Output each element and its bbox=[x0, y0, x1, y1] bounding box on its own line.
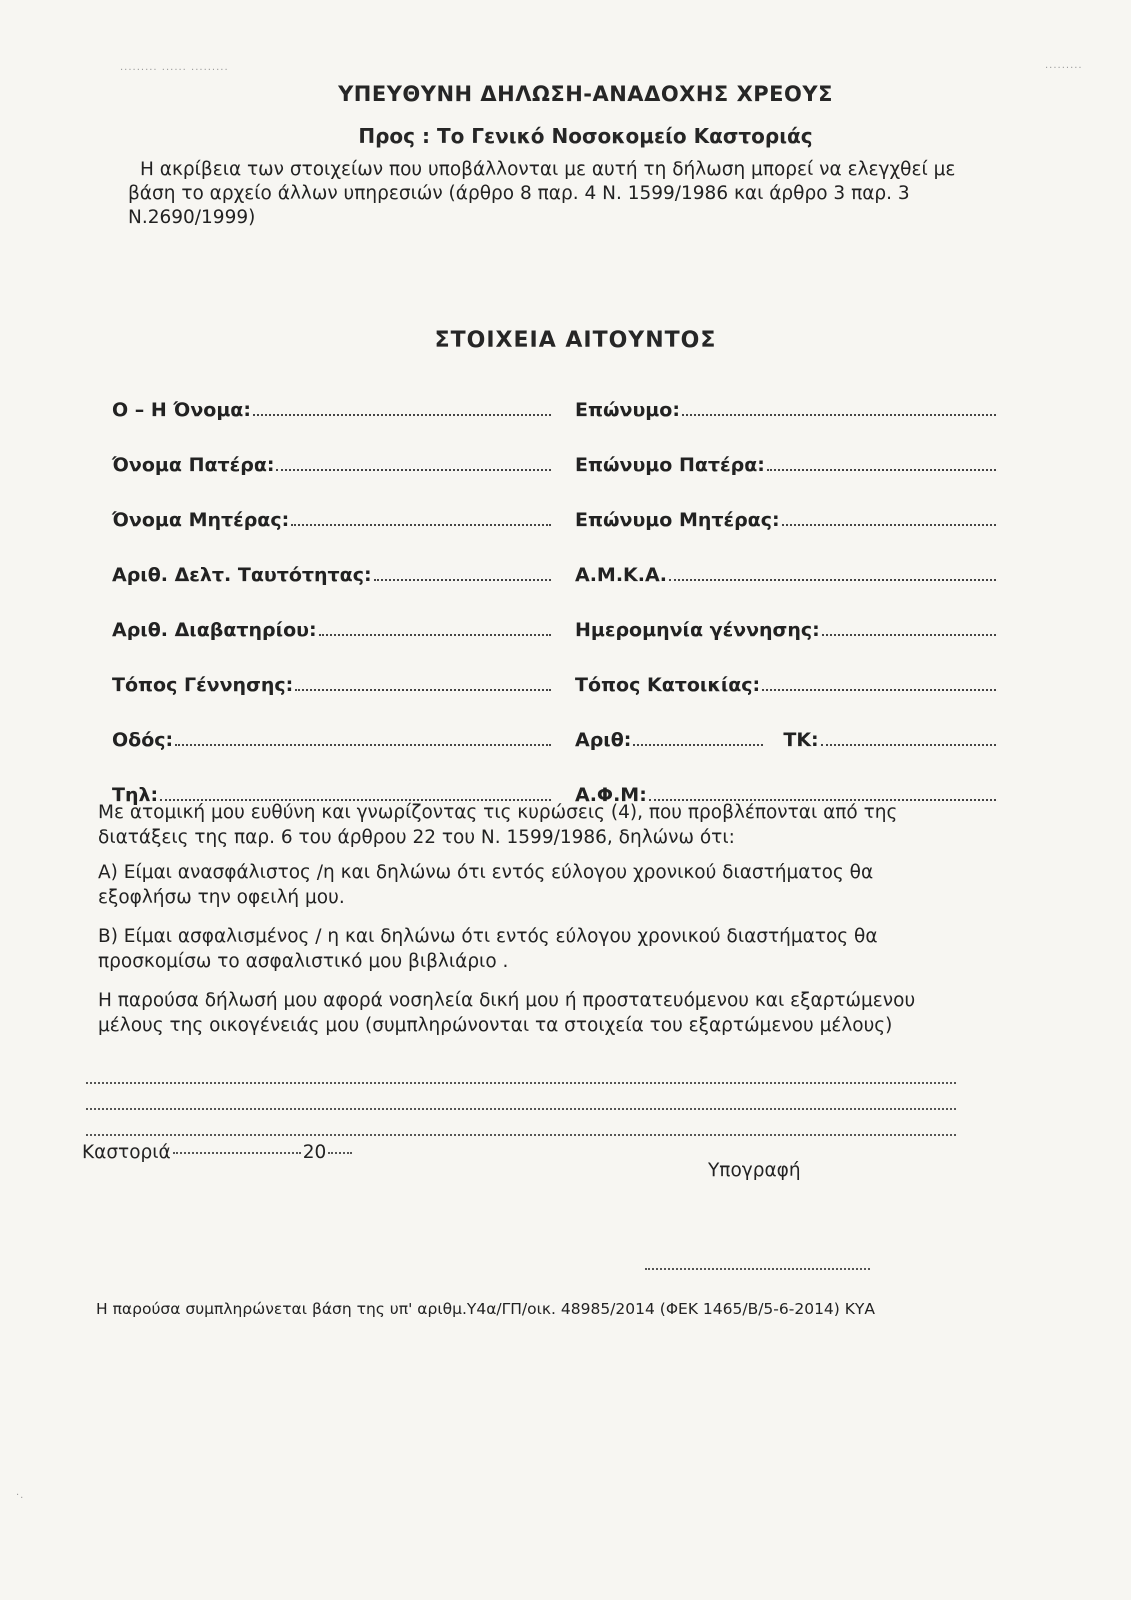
option-b-line: Β) Είμαι ασφαλισμένος / η και δηλώνω ότι εντός εύλογου χρονικού διαστήματος θα bbox=[98, 926, 878, 947]
mother-name-field[interactable] bbox=[291, 509, 551, 526]
afm-field[interactable] bbox=[649, 784, 996, 801]
year-prefix: 20 bbox=[302, 1142, 327, 1163]
mother-surname-label: Επώνυμο Μητέρας: bbox=[575, 509, 780, 531]
id-card-label: Αριθ. Δελτ. Ταυτότητας: bbox=[112, 564, 372, 586]
field-row bbox=[112, 751, 1002, 806]
intro-paragraph bbox=[128, 158, 1008, 230]
dependent-info-line[interactable] bbox=[86, 1108, 956, 1110]
option-a bbox=[98, 860, 998, 910]
id-card-field[interactable] bbox=[374, 564, 551, 581]
applicant-fields bbox=[112, 366, 1002, 806]
phone-field[interactable] bbox=[160, 784, 551, 801]
document-title: ΥΠΕΥΘΥΝΗ ΔΗΛΩΣΗ-ΑΝΑΔΟΧΗΣ ΧΡΕΟΥΣ bbox=[338, 82, 833, 106]
intro-line: βάση το αρχείο άλλων υπηρεσιών (άρθρο 8 παρ. 4 Ν. 1599/1986 και άρθρο 3 παρ. 3 bbox=[128, 183, 910, 204]
legal-footer: Η παρούσα συμπληρώνεται βάση της υπ' αριθμ.Υ4α/ΓΠ/οικ. 48985/2014 (ΦΕΚ 1465/Β/5-6-2014) ΚΥΑ bbox=[96, 1300, 875, 1318]
birth-date-field[interactable] bbox=[822, 619, 996, 636]
recipient-line: Προς : Το Γενικό Νοσοκομείο Καστοριάς bbox=[358, 124, 813, 148]
scan-artifact: ......... ...... ......... bbox=[120, 62, 229, 73]
number-label: Αριθ: bbox=[575, 729, 632, 751]
amka-label: Α.Μ.Κ.Α. bbox=[575, 564, 667, 586]
surname-label: Επώνυμο: bbox=[575, 399, 680, 421]
field-row bbox=[112, 421, 1002, 476]
place-label: Καστοριά bbox=[82, 1142, 171, 1163]
field-row bbox=[112, 641, 1002, 696]
number-field[interactable] bbox=[633, 729, 763, 746]
passport-label: Αριθ. Διαβατηρίου: bbox=[112, 619, 317, 641]
dependent-info-line[interactable] bbox=[86, 1082, 956, 1084]
birth-place-field[interactable] bbox=[295, 674, 551, 691]
scan-artifact: ·. bbox=[16, 1490, 25, 1501]
mother-name-label: Όνομα Μητέρας: bbox=[112, 509, 290, 531]
field-row bbox=[112, 531, 1002, 586]
passport-field[interactable] bbox=[319, 619, 551, 636]
intro-line: Ν.2690/1999) bbox=[128, 207, 256, 228]
option-a-line: Α) Είμαι ανασφάλιστος /η και δηλώνω ότι εντός εύλογου χρονικού διαστήματος θα bbox=[98, 862, 874, 883]
birth-place-label: Τόπος Γέννησης: bbox=[112, 674, 294, 696]
amka-field[interactable] bbox=[669, 564, 996, 581]
scan-artifact: ......... bbox=[1045, 60, 1083, 71]
place-date-line bbox=[82, 1142, 352, 1163]
residence-label: Τόπος Κατοικίας: bbox=[575, 674, 761, 696]
hospitalization-line: Η παρούσα δήλωσή μου αφορά νοσηλεία δική μου ή προστατευόμενου και εξαρτώμενου bbox=[98, 990, 916, 1011]
residence-field[interactable] bbox=[762, 674, 996, 691]
father-surname-label: Επώνυμο Πατέρα: bbox=[575, 454, 765, 476]
year-field[interactable] bbox=[328, 1152, 352, 1154]
field-row bbox=[112, 366, 1002, 421]
surname-field[interactable] bbox=[682, 399, 996, 416]
declaration-intro bbox=[98, 800, 998, 850]
declaration-line: διατάξεις της παρ. 6 του άρθρου 22 του Ν. 1599/1986, δηλώνω ότι: bbox=[98, 827, 735, 848]
section-title: ΣΤΟΙΧΕΙΑ ΑΙΤΟΥΝΤΟΣ bbox=[434, 328, 717, 353]
phone-label: Τηλ: bbox=[112, 784, 159, 806]
declaration-line: Με ατομική μου ευθύνη και γνωρίζοντας τις κυρώσεις (4), που προβλέπονται από της bbox=[98, 802, 898, 823]
hospitalization-line: μέλους της οικογένειάς μου (συμπληρώνονται τα στοιχεία του εξαρτώμενου μέλους) bbox=[98, 1015, 893, 1036]
father-name-field[interactable] bbox=[276, 454, 551, 471]
intro-line: Η ακρίβεια των στοιχείων που υποβάλλονται με αυτή τη δήλωση μπορεί να ελεγχθεί με bbox=[140, 159, 956, 180]
option-a-line: εξοφλήσω την οφειλή μου. bbox=[98, 887, 345, 908]
father-name-label: Όνομα Πατέρα: bbox=[112, 454, 275, 476]
field-row bbox=[112, 476, 1002, 531]
street-label: Οδός: bbox=[112, 729, 174, 751]
hospitalization-note bbox=[98, 988, 998, 1038]
street-field[interactable] bbox=[175, 729, 551, 746]
option-b bbox=[98, 924, 998, 974]
first-name-label: Ο – Η Όνομα: bbox=[112, 399, 251, 421]
field-row bbox=[112, 696, 1002, 751]
dependent-info-line[interactable] bbox=[86, 1134, 956, 1136]
option-b-line: προσκομίσω το ασφαλιστικό μου βιβλιάριο . bbox=[98, 951, 509, 972]
signature-label: Υπογραφή bbox=[708, 1160, 801, 1181]
declaration-text bbox=[98, 800, 998, 1052]
field-row bbox=[112, 586, 1002, 641]
afm-label: Α.Φ.Μ: bbox=[575, 784, 647, 806]
mother-surname-field[interactable] bbox=[782, 509, 996, 526]
first-name-field[interactable] bbox=[253, 399, 551, 416]
father-surname-field[interactable] bbox=[767, 454, 996, 471]
birth-date-label: Ημερομηνία γέννησης: bbox=[575, 619, 820, 641]
postal-code-label: ΤΚ: bbox=[783, 729, 819, 751]
postal-code-field[interactable] bbox=[821, 729, 996, 746]
signature-field[interactable] bbox=[645, 1268, 870, 1270]
date-field[interactable] bbox=[173, 1152, 301, 1154]
